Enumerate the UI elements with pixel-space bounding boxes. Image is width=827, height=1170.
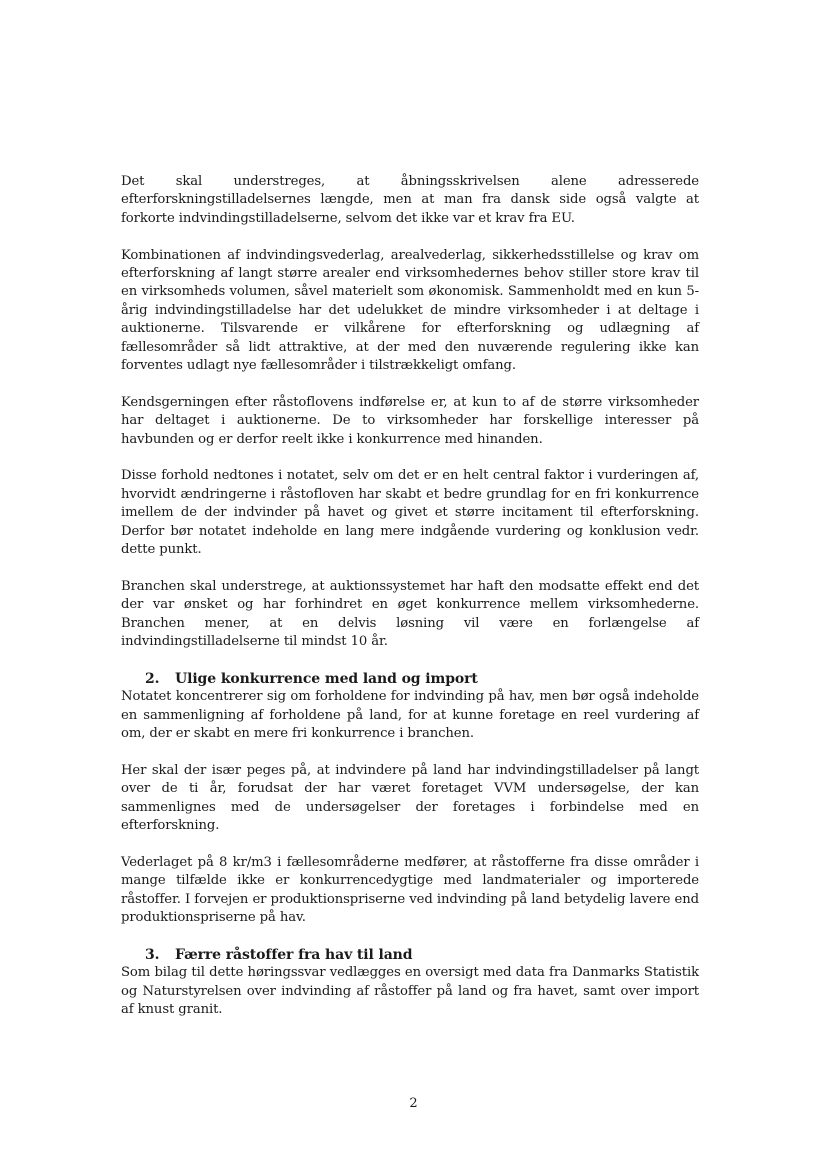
- paragraph: Disse forhold nedtones i notatet, selv om det er en helt central faktor i vurderingen af, hvorvidt ændringerne i råstofloven har skabt et bedre grundlag for en fri konkurrence imellem de der indvinder på havet og givet et større incitament til efterforskning. Derfor bør notatet indeholde en lang mere indgående vurdering og konklusion vedr. dette punkt.: [121, 468, 699, 558]
- page-number: 2: [409, 1096, 418, 1111]
- paragraph: Som bilag til dette høringssvar vedlægges en oversigt med data fra Danmarks Statistik og Naturstyrelsen over indvinding af råstoffer på land og fra havet, samt over import af knust granit.: [121, 965, 699, 1018]
- paragraph: Her skal der især peges på, at indvindere på land har indvindingstilladelser på langt over de ti år, forudsat der har været foretaget VVM undersøgelse, der kan sammenlignes med de undersøgelser der foretages i forbindelse med en efterforskning.: [121, 762, 699, 834]
- section-title: Ulige konkurrence med land og import: [175, 670, 478, 687]
- paragraph: Branchen skal understrege, at auktionssystemet har haft den modsatte effekt end det der var ønsket og har forhindret en øget konkurrence mellem virksomhederne. Branchen mener, at en delvis løsning vil være en forlængelse af indvindingstilladelserne til mindst 10 år.: [121, 578, 699, 650]
- paragraph: Vederlaget på 8 kr/m3 i fællesområderne medfører, at råstofferne fra disse områder i mange tilfælde ikke er konkurrencedygtige med landmaterialer og importerede råstoffer. I forvejen er produktionspriserne ved indvinding på land betydelig lavere end produktionspriserne på hav.: [121, 854, 699, 926]
- section-number: 3.: [145, 946, 160, 963]
- section-number: 2.: [145, 670, 160, 687]
- paragraph: Kombinationen af indvindingsvederlag, arealvederlag, sikkerhedsstillelse og krav om efterforskning af langt større arealer end virksomhedernes behov stiller store krav til en virksomheds volumen, såvel materielt som økonomisk. Sammenholdt med en kun 5-årig indvindingstilladelse har det udelukket de mindre virksomheder i at deltage i auktionerne. Tilsvarende er vilkårene for efterforskning og udlægning af fællesområder så lidt attraktive, at der med den nuværende regulering ikke kan forventes udlagt nye fællesområder i tilstrækkeligt omfang.: [121, 247, 699, 374]
- paragraph: Notatet koncentrerer sig om forholdene for indvinding på hav, men bør også indeholde en sammenligning af forholdene på land, for at kunne foretage en reel vurdering af om, der er skabt en mere fri konkurrence i branchen.: [121, 689, 699, 742]
- document-body: [121, 173, 699, 1038]
- section-title: Færre råstoffer fra hav til land: [175, 946, 413, 963]
- paragraph: Kendsgerningen efter råstoflovens indførelse er, at kun to af de større virksomheder har deltaget i auktionerne. De to virksomheder har forskellige interesser på havbunden og er derfor reelt ikke i konkurrence med hinanden.: [121, 394, 699, 447]
- section-heading: [121, 946, 699, 964]
- paragraph: Det skal understreges, at åbningsskrivelsen alene adresserede efterforskningstilladelsernes længde, men at man fra dansk side også valgte at forkorte indvindingstilladelserne, selvom det ikke var et krav fra EU.: [121, 174, 699, 226]
- section-heading: [121, 670, 699, 688]
